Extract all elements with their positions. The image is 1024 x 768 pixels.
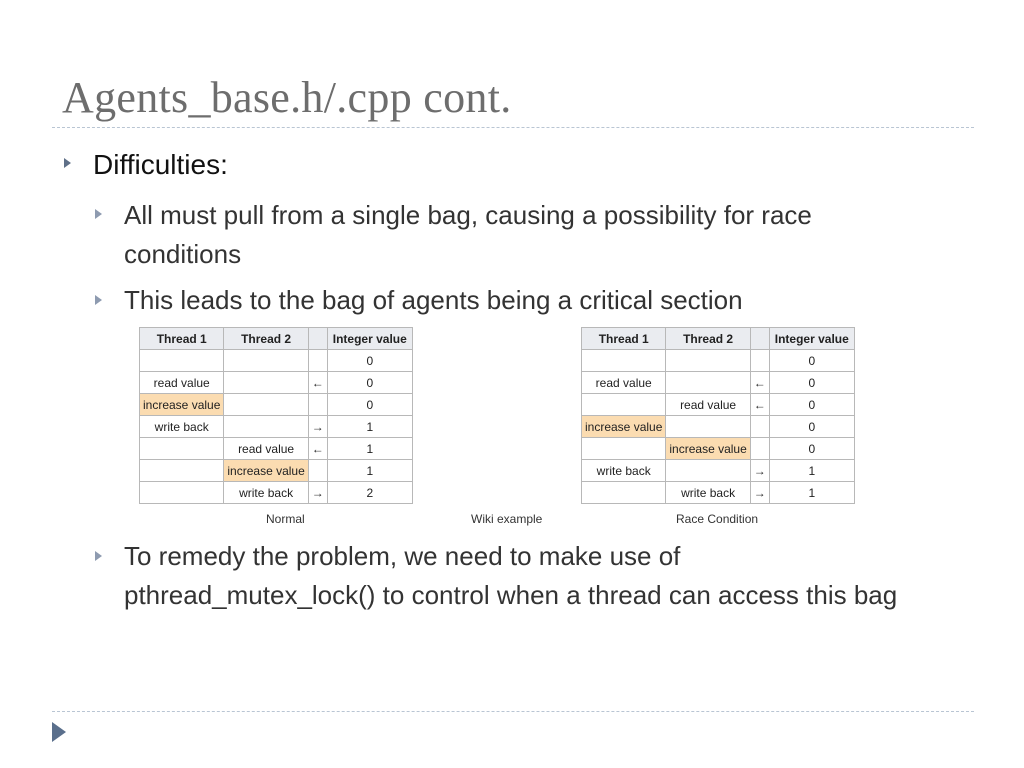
table-cell: read value — [666, 394, 750, 416]
table-cell — [224, 372, 308, 394]
table-cell — [582, 350, 666, 372]
table-cell: 1 — [327, 416, 412, 438]
table-row — [140, 372, 413, 394]
arrow-left-icon: ← — [750, 394, 769, 416]
table-cell-highlighted: increase value — [582, 416, 666, 438]
table-header: Thread 1 — [582, 328, 666, 350]
table-cell — [140, 460, 224, 482]
table-row — [582, 482, 855, 504]
table-cell — [666, 460, 750, 482]
bullet-arrow-icon — [64, 158, 71, 168]
table-cell — [224, 350, 308, 372]
caption-race-condition: Race Condition — [676, 512, 759, 526]
table-cell: 0 — [327, 372, 412, 394]
table-cell — [140, 438, 224, 460]
table-cell — [666, 350, 750, 372]
normal-execution-table — [139, 327, 413, 504]
table-cell: 1 — [769, 460, 854, 482]
arrow-right-icon: → — [308, 416, 327, 438]
arrow-left-icon: ← — [308, 438, 327, 460]
table-header — [308, 328, 327, 350]
table-cell: read value — [224, 438, 308, 460]
table-header: Thread 2 — [666, 328, 750, 350]
table-header: Integer value — [327, 328, 412, 350]
table-cell — [582, 394, 666, 416]
table-row — [140, 350, 413, 372]
arrow-right-icon: → — [750, 482, 769, 504]
race-condition-table — [581, 327, 855, 504]
table-cell: 1 — [327, 438, 412, 460]
heading-difficulties: Difficulties: — [93, 149, 228, 180]
play-icon[interactable] — [52, 722, 66, 742]
table-cell — [224, 416, 308, 438]
arrow-right-icon: → — [750, 460, 769, 482]
table-row — [582, 372, 855, 394]
bullet-arrow-icon — [95, 295, 102, 305]
slide-title: Agents_base.h/.cpp cont. — [62, 73, 512, 122]
table-row — [582, 438, 855, 460]
table-row — [582, 350, 855, 372]
table-cell — [666, 372, 750, 394]
table-cell — [140, 350, 224, 372]
bullet-arrow-icon — [95, 209, 102, 219]
table-cell: write back — [582, 460, 666, 482]
table-row — [140, 482, 413, 504]
table-cell: 0 — [769, 372, 854, 394]
table-row — [582, 460, 855, 482]
table-cell: read value — [582, 372, 666, 394]
table-cell: 0 — [769, 416, 854, 438]
table-cell: 0 — [327, 350, 412, 372]
table-cell: 0 — [769, 438, 854, 460]
table-cell: 2 — [327, 482, 412, 504]
table-cell — [308, 394, 327, 416]
table-cell — [224, 394, 308, 416]
table-header: Thread 2 — [224, 328, 308, 350]
table-cell — [308, 350, 327, 372]
table-cell-highlighted: increase value — [140, 394, 224, 416]
table-cell: 0 — [769, 394, 854, 416]
bullet-critical-section: This leads to the bag of agents being a critical section — [124, 285, 743, 315]
table-row — [140, 460, 413, 482]
table-cell-highlighted: increase value — [666, 438, 750, 460]
table-cell: write back — [224, 482, 308, 504]
table-cell: read value — [140, 372, 224, 394]
table-cell — [140, 482, 224, 504]
table-header: Thread 1 — [140, 328, 224, 350]
table-cell — [582, 438, 666, 460]
table-cell — [308, 460, 327, 482]
table-cell — [750, 350, 769, 372]
table-row — [140, 438, 413, 460]
table-header — [750, 328, 769, 350]
table-cell: 0 — [327, 394, 412, 416]
bullet-mutex-remedy: To remedy the problem, we need to make use of pthread_mutex_lock() to control when a thread can access this bag — [124, 541, 898, 610]
bottom-divider — [52, 711, 974, 712]
caption-normal: Normal — [266, 512, 305, 526]
table-row — [582, 416, 855, 438]
table-cell: 1 — [769, 482, 854, 504]
table-cell-highlighted: increase value — [224, 460, 308, 482]
table-cell: write back — [140, 416, 224, 438]
top-divider — [52, 127, 974, 128]
table-cell — [666, 416, 750, 438]
bullet-arrow-icon — [95, 551, 102, 561]
table-cell: 1 — [327, 460, 412, 482]
table-row — [140, 416, 413, 438]
table-cell — [750, 416, 769, 438]
arrow-right-icon: → — [308, 482, 327, 504]
arrow-left-icon: ← — [308, 372, 327, 394]
table-row — [582, 394, 855, 416]
table-cell — [582, 482, 666, 504]
caption-wiki-example: Wiki example — [471, 512, 543, 526]
table-cell — [750, 438, 769, 460]
table-cell: write back — [666, 482, 750, 504]
table-cell: 0 — [769, 350, 854, 372]
arrow-left-icon: ← — [750, 372, 769, 394]
table-header: Integer value — [769, 328, 854, 350]
table-row — [140, 394, 413, 416]
bullet-race-conditions: All must pull from a single bag, causing a possibility for race conditions — [124, 200, 812, 269]
